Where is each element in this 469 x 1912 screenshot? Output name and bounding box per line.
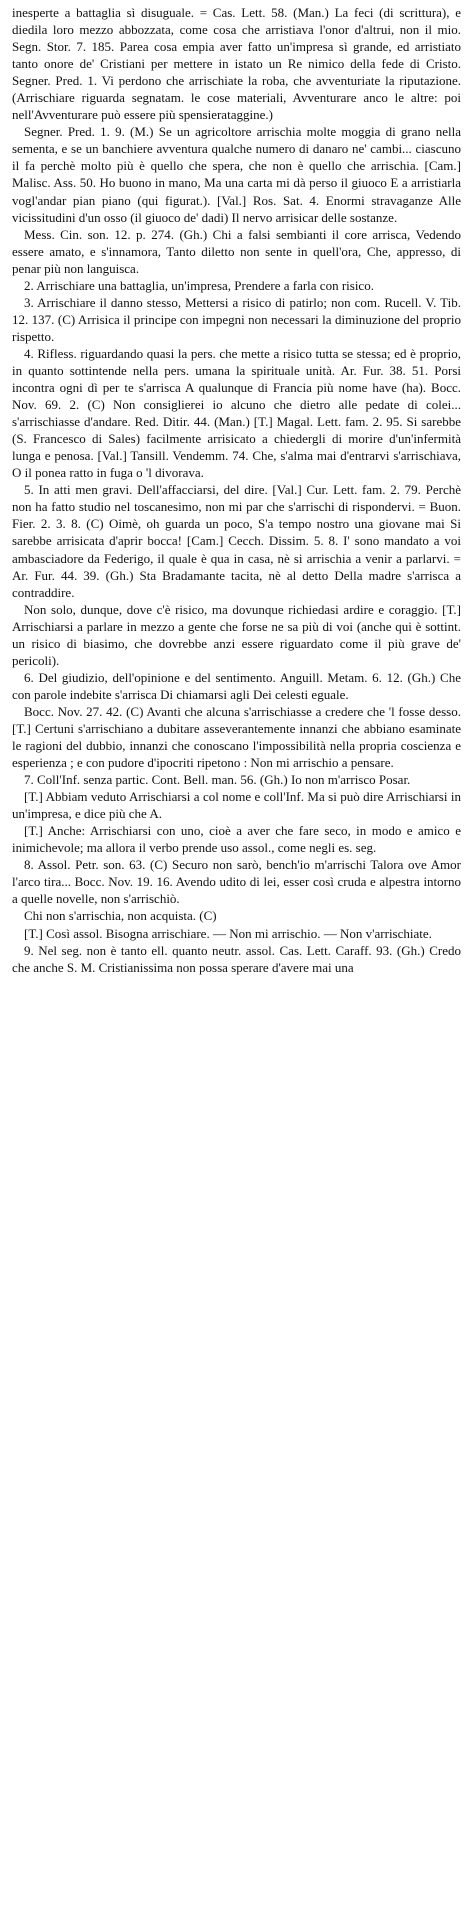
entry-paragraph: inesperte a battaglia sì disuguale. = Cas. Lett. 58. (Man.) La feci (di scrittura), e diedila loro mezzo abbozzata, come cosa che arristiava l'onor d'altrui, non il mio. Segn. Stor. 7. 185. Parea cosa empia aver fatto un'impresa sì grande, ed arristiato tanto onore de' Cristiani per mettere in istato un Re nimico della fede di Cristo. Segner. Pred. 1. Vi perdono che arrischiate la roba, che avventuriate la riputazione. (Arrischiare riguarda segnatam. le cose materiali, Avventurare anco le altre: poi nell'Avventurare può essere più spensierataggine.) [12,5,461,123]
entry-paragraph: [T.] Così assol. Bisogna arrischiare. — Non mi arrischio. — Non v'arrischiate. [24,925,432,941]
entry-paragraph: 7. Coll'Inf. senza partic. Cont. Bell. man. 56. (Gh.) Io non m'arrisco Posar. [24,772,411,788]
entry-paragraph: 3. Arrischiare il danno stesso, Mettersi a risico di patirlo; non com. Rucell. V. Tib. 12. 137. (C) Arrisica il principe con impegni non necessari la diminuzione del proprio rispetto. [12,294,461,344]
entry-paragraph: [T.] Abbiam veduto Arrischiarsi a col nome e coll'Inf. Ma si può dire Arrischiarsi in un'impresa, e dice più che A. [12,789,461,822]
entry-paragraph: 6. Del giudizio, dell'opinione e del sentimento. Anguill. Metam. 6. 12. (Gh.) Che con parole indebite s'arrisca Di chiamarsi agli Dei celesti eguale. [12,669,461,702]
entry-paragraph: 8. Assol. Petr. son. 63. (C) Securo non sarò, bench'io m'arrischi Talora ove Amor l'arco tira... Bocc. Nov. 19. 16. Avendo udito di lei, esser così cruda e alpestra intorno a quelle novelle, non s'arrischiò. [12,857,461,907]
entry-paragraph: 9. Nel seg. non è tanto ell. quanto neutr. assol. Cas. Lett. Caraff. 93. (Gh.) Credo che anche S. M. Cristianissima non possa sperare d'avere mai una [12,942,461,975]
entry-paragraph: 4. Rifless. riguardando quasi la pers. che mette a risico tutta se stessa; ed è proprio, in quanto sottintende nella pers. umana la spirituale unità. Ar. Fur. 38. 51. Porsi incontra ogni dì per te s'arrisca A qualunque di Francia più nome have (ha). Bocc. Nov. 69. 2. (C) Non consiglierei io alcuno che dietro alle pedate di colei... s'arrischiasse d'andare. Red. Ditir. 44. (Man.) [T.] Magal. Lett. fam. 2. 95. Si sarebbe (S. Francesco di Sales) facilmente arrisicato a chiedergli di morire d'un'infermità lunga e penosa. [Val.] Tansill. Vendemm. 74. Che, s'alma mai d'entrarvi s'arrischiava, O il ponea ratto in fuga o 'l divorava. [12,345,461,481]
entry-paragraph: 2. Arrischiare una battaglia, un'impresa, Prendere a farla con risico. [24,277,374,293]
entry-paragraph: [T.] Anche: Arrischiarsi con uno, cioè a aver che fare seco, in modo e amico e inimichevole; ma allora il verbo prende uso assol., come negli es. seg. [12,823,461,856]
entry-paragraph: Chi non s'arrischia, non acquista. (C) [24,908,217,924]
entry-paragraph: Non solo, dunque, dove c'è risico, ma dovunque richiedasi ardire e coraggio. [T.] Arrischiarsi a parlare in mezzo a gente che forse ne sa più di voi (anche qui è sottint. un risico di biasimo, che dovrebbe anzi essere riguardato come il più grave de' pericoli). [12,601,461,668]
entry-paragraph: Segner. Pred. 1. 9. (M.) Se un agricoltore arrischia molte moggia di grano nella sementa, e se un banchiere avventura qualche numero di danaro ne' cambi... ciascuno il fa perchè molto più è quello che spera, che non è quello che arrischia. [Cam.] Malisc. Ass. 50. Ho buono in mano, Ma una carta mi dà perso il giuoco E a arristiarla vogl'andar pian piano (qui figurat.). [Val.] Ros. Sat. 4. Enormi stravaganze Alle vicissitudini d'un osso (il giuoco de' dadi) Il nervo arrisicar delle sostanze. [12,124,461,225]
entry-paragraph: Mess. Cin. son. 12. p. 274. (Gh.) Chi a falsi sembianti il core arrisca, Vedendo essere amato, e s'innamora, Tanto diletto non sente in quell'ora, Che, appresso, di penar più non languisca. [12,226,461,276]
entry-paragraph: 5. In atti men gravi. Dell'affacciarsi, del dire. [Val.] Cur. Lett. fam. 2. 79. Perchè non ha fatto studio nel toscanesimo, non mi par che s'arrischi di rispondervi. = Buon. Fier. 2. 3. 8. (C) Oimè, oh guarda un poco, S'a tempo nostro una giovane mai Si sarebbe arrisicata d'aprir bocca! [Cam.] Cecch. Dissim. 5. 8. I' sono mandato a voi ambasciadore da Federigo, il quale è qua in casa, nè si arrischia a venir a parlarvi. = Ar. Fur. 44. 39. (Gh.) Sta Bradamante tacita, nè al detto Della madre s'arrisca a contraddire. [12,482,461,600]
entry-paragraph: Bocc. Nov. 27. 42. (C) Avanti che alcuna s'arrischiasse a credere che 'l fosse desso. [T.] Certuni s'arrischiano a dubitare asseverantemente innanzi che abbiano esaminate le ragioni del dubbio, innanzi che conoscano l'impossibilità nella propria coscienza e esperienza ; e con pudore d'ipocriti ripetono : Non mi arrischio a pensare. [12,703,461,771]
